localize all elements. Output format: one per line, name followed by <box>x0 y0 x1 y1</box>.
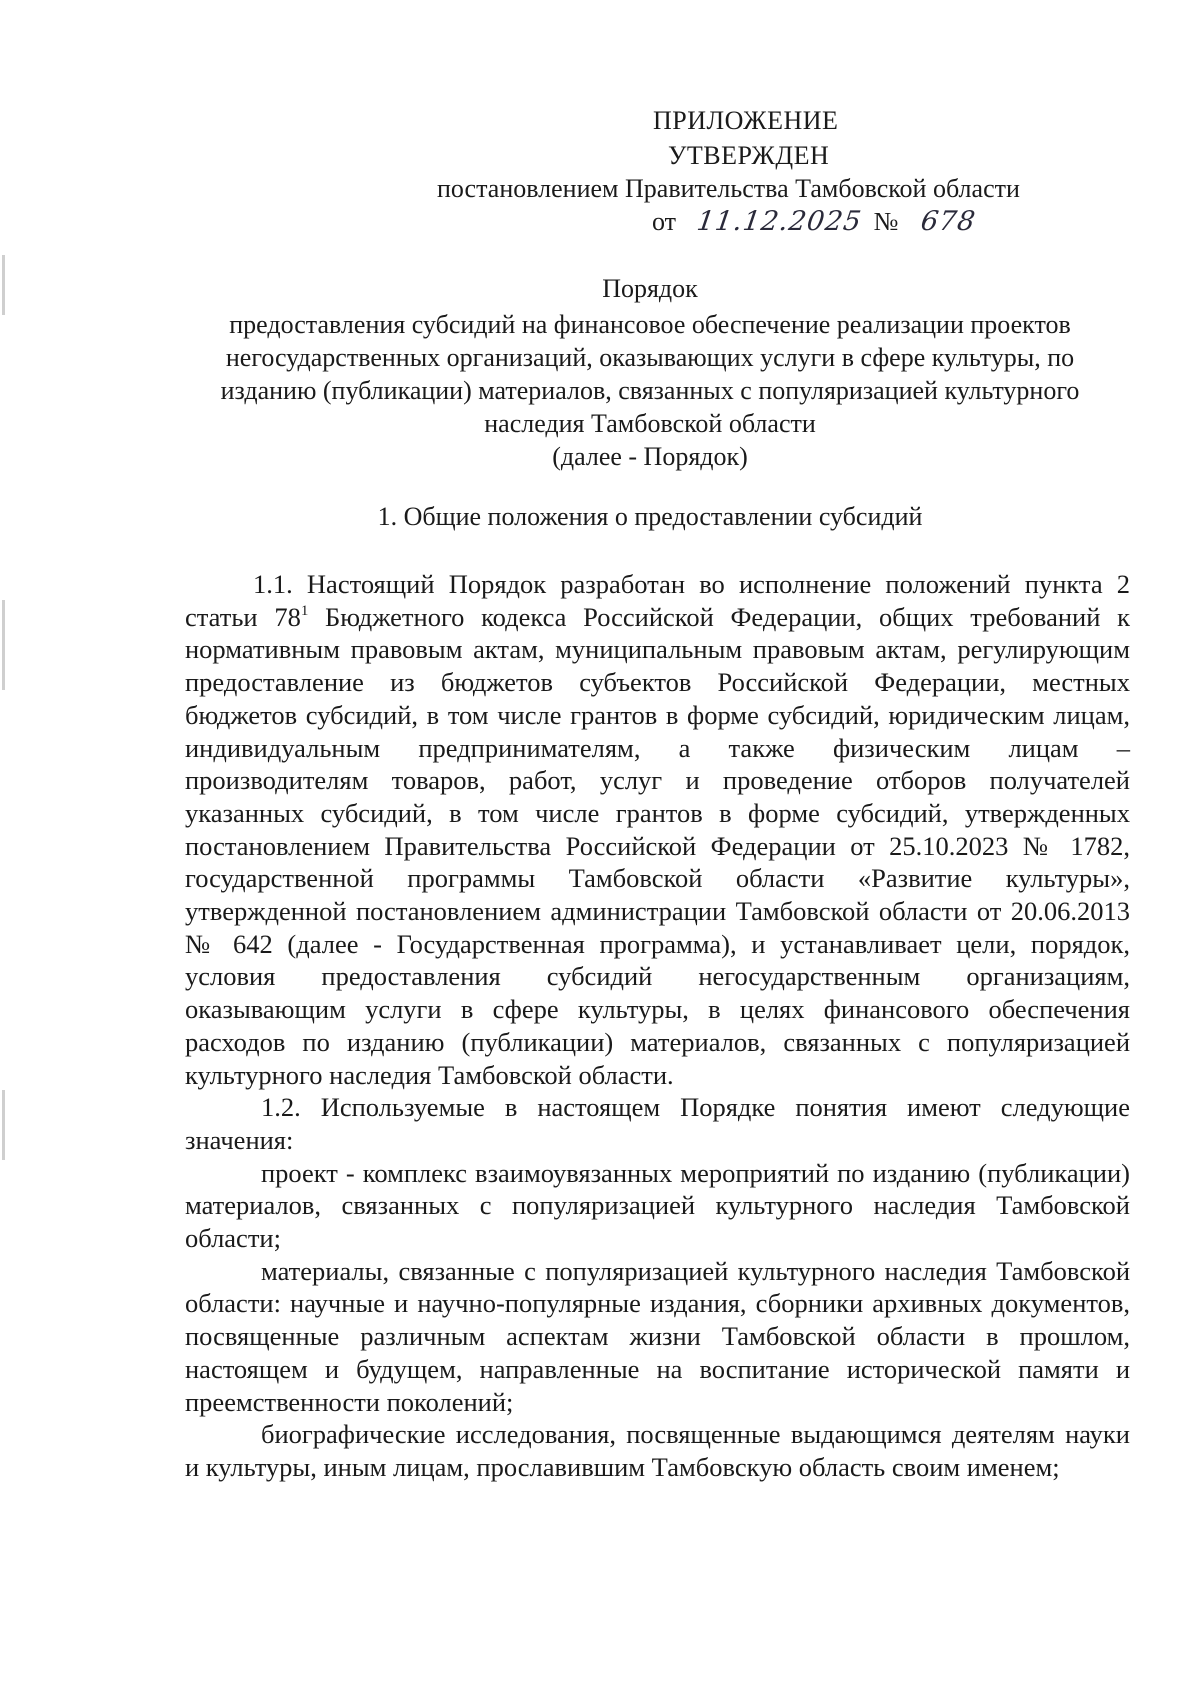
number-sign: № <box>873 207 899 236</box>
body-text <box>185 568 1130 1484</box>
definition-project: проект - комплекс взаимоувязанных мероприятий по изданию (публикации) материалов, связанных с популяризацией культурного наследия Тамбовской области; <box>185 1157 1130 1254</box>
document-title: Порядок <box>602 274 698 303</box>
paragraph-1-1 <box>185 568 1130 1091</box>
subtitle-line: негосударственных организаций, оказывающих услуги в сфере культуры, по <box>225 343 1075 372</box>
date-prefix: от <box>652 207 677 236</box>
decree-line: постановлением Правительства Тамбовской области <box>437 174 1020 203</box>
definition-materials: материалы, связанные с популяризацией культурного наследия Тамбовской области: научные и научно-популярные издания, сборники архивных документов, посвященные различным аспектам жизни Тамбовской области в прошлом, настоящем и будущем, направленные на воспитание исторической памяти и преемственности поколений; <box>185 1255 1130 1417</box>
paragraph-1-2: 1.2. Используемые в настоящем Порядке понятия имеют следующие значения: <box>185 1092 1130 1155</box>
document-subtitle <box>150 308 1150 473</box>
paragraph-text: 1.1. Настоящий Порядок разработан во исполнение положений пункта 2 статьи 78 <box>185 569 1130 632</box>
definition-biographical: биографические исследования, посвященные выдающимся деятелям науки и культуры, иным лицам, прославившим Тамбовскую область своим именем; <box>185 1419 1130 1482</box>
handwritten-date: 11.12.2025 <box>694 206 864 237</box>
handwritten-number: 678 <box>918 206 978 237</box>
scan-edge-mark <box>2 600 5 690</box>
subtitle-line: изданию (публикации) материалов, связанных с популяризацией культурного <box>220 376 1080 405</box>
appendix-label: ПРИЛОЖЕНИЕ <box>653 106 839 135</box>
section-heading: 1. Общие положения о предоставлении субсидий <box>377 502 923 531</box>
decree-date-row <box>652 206 978 237</box>
subtitle-line: наследия Тамбовской области <box>484 409 816 438</box>
scan-edge-mark <box>2 255 5 315</box>
paragraph-text: Бюджетного кодекса Российской Федерации, общих требований к нормативным правовым актам, муниципальным правовым актам, регулирующим предоставление из бюджетов субъектов Российской Федерации, местных бюджетов субсидий, в том числе грантов в форме субсидий, юридическим лицам, индивидуальным предпринимателям, а также физическим лицам – производителям товаров, работ, услуг и проведение отборов получателей указанных субсидий, в том числе грантов в форме субсидий, утвержденных постановлением Правительства Российской Федерации от 25.10.2023 № 1782, государственной программы Тамбовской области «Развитие культуры», утвержденной постановлением администрации Тамбовской области от 20.06.2013 № 642 (далее - Государственная программа), и устанавливает цели, порядок, условия предоставления субсидий негосударственным организациям, оказывающим услуги в сфере культуры, в целях финансового обеспечения расходов по изданию (публикации) материалов, связанных с популяризацией культурного наследия Тамбовской области. <box>185 601 1131 1090</box>
approved-label: УТВЕРЖДЕН <box>668 141 830 170</box>
article-superscript: 1 <box>300 602 309 619</box>
scan-edge-mark <box>2 1090 5 1160</box>
subtitle-line: (далее - Порядок) <box>552 442 748 471</box>
subtitle-line: предоставления субсидий на финансовое обеспечение реализации проектов <box>229 310 1071 339</box>
